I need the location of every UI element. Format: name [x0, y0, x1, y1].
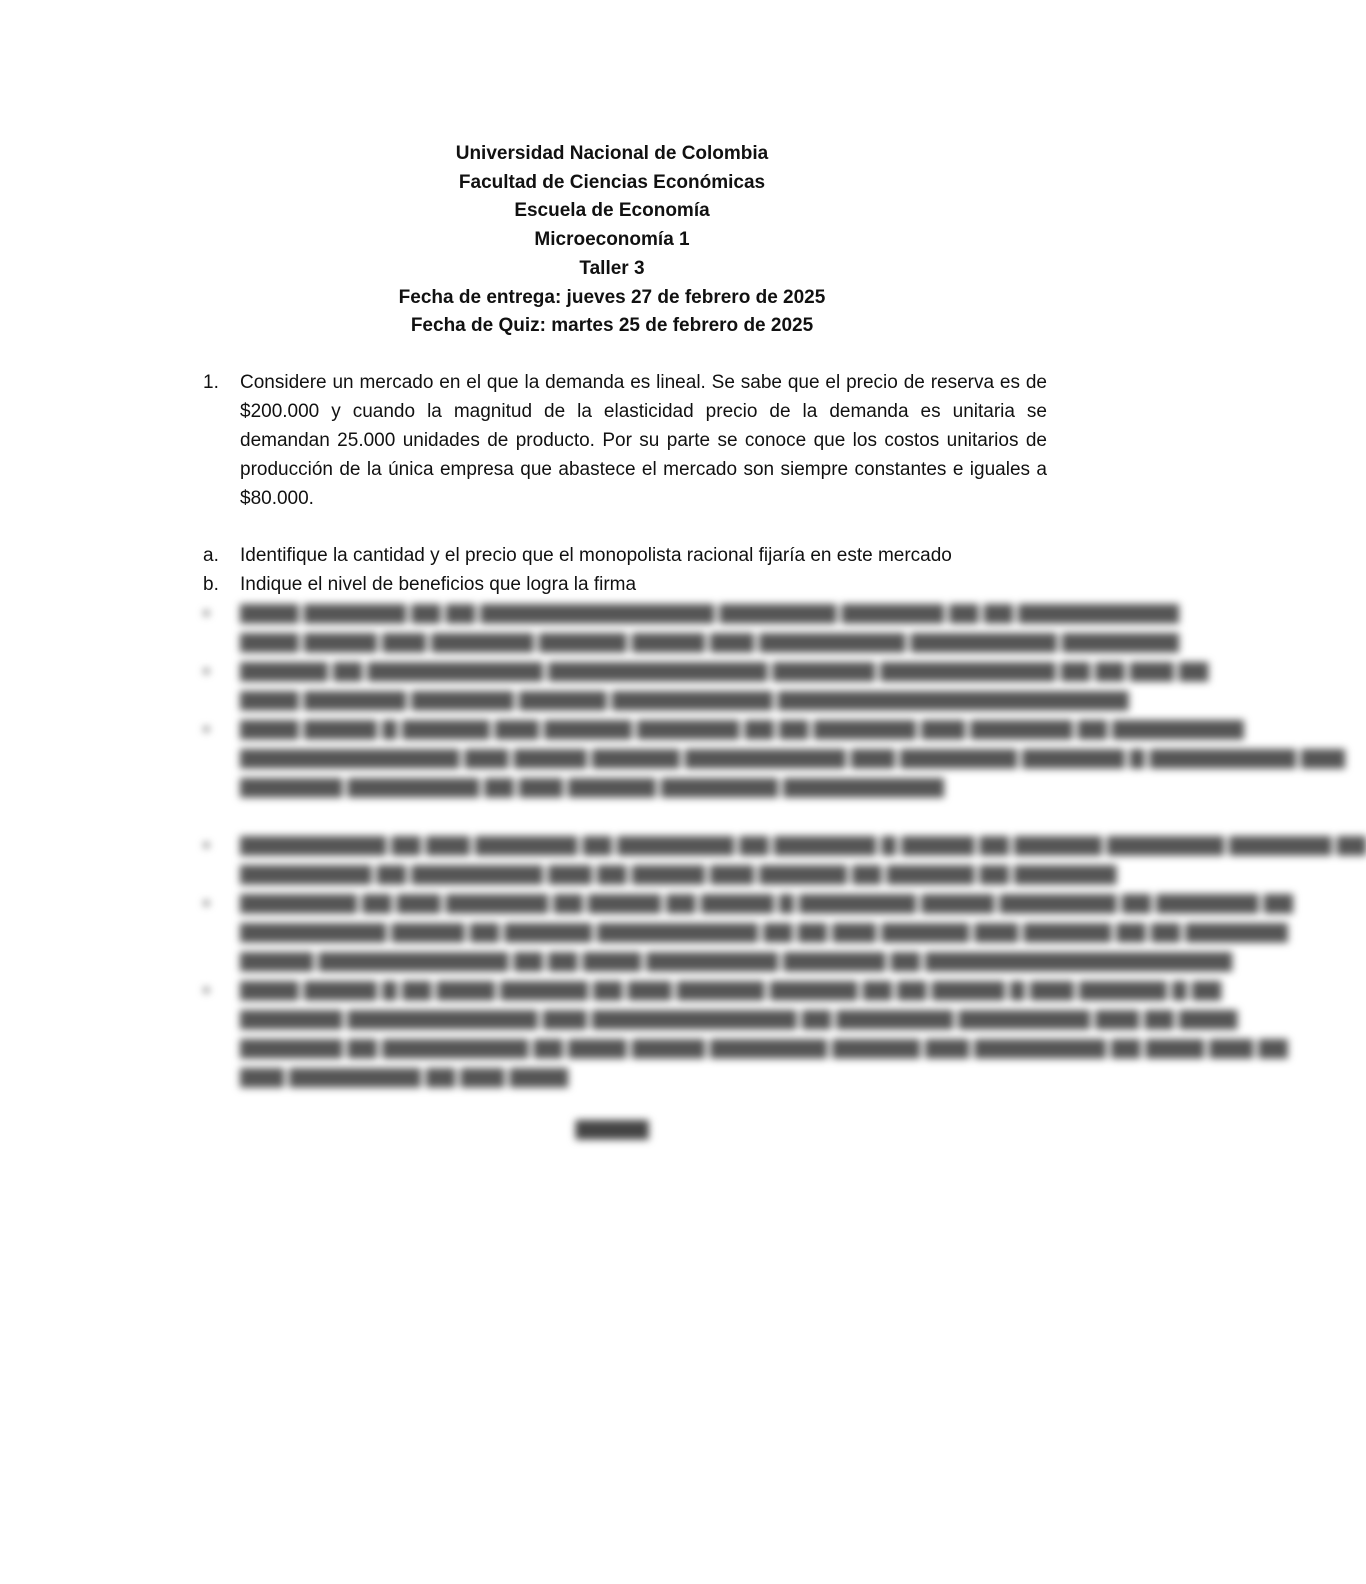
subquestion-a-marker: a. [203, 545, 219, 566]
school-name: Escuela de Economía [514, 200, 710, 222]
subquestion-b-text: Indique el nivel de beneficios que logra la firma [240, 574, 637, 595]
closing-remark: ▇▇▇▇▇ [575, 1119, 649, 1140]
course-name: Microeconomía 1 [534, 229, 690, 251]
subquestion-a-text: Identifique la cantidad y el precio que el monopolista racional fijaría en este mercado [240, 545, 952, 566]
subquestion-b-marker: b. [203, 574, 219, 595]
workshop-title: Taller 3 [579, 257, 645, 279]
blurred-questions: ▪ ▇▇▇▇▇▇▇▇▇▇ ▇▇ ▇▇▇ ▇▇▇▇▇▇▇ ▇▇ ▇▇▇▇▇▇▇▇ ▇▇ ▇▇▇▇▇▇▇ ▇ ▇▇▇▇▇ ▇▇ ▇▇▇▇▇▇ ▇▇▇▇▇▇▇▇ ▇▇▇▇▇▇▇ ▇▇ ▇▇▇▇▇▇▇▇▇ ▇▇ ▇▇▇▇▇▇▇▇▇ ▇▇▇ ▇▇ ▇▇▇▇▇ ▇▇▇ ▇▇▇▇▇▇ ▇▇ ▇▇▇▇▇▇ ▇▇ ▇▇▇▇▇▇▇ ▪ ▇▇▇▇▇▇▇▇ ▇▇ ▇▇▇ ▇▇▇▇▇▇▇ ▇▇ ▇▇▇▇▇ ▇▇ ▇▇▇▇▇ ▇ ▇▇▇▇▇▇▇▇ ▇▇▇▇▇ ▇▇▇▇▇▇▇▇ ▇▇ ▇▇▇▇▇▇▇ ▇▇ ▇▇▇▇▇▇▇▇▇▇ ▇▇▇▇▇ ▇▇ ▇▇▇▇▇▇ ▇▇▇▇▇▇▇▇▇▇▇ ▇▇ ▇▇ ▇▇▇ ▇▇▇▇▇▇ ▇▇▇ ▇▇▇▇▇▇ ▇▇ ▇▇ ▇▇▇▇▇▇▇ ▇▇▇▇▇ ▇▇▇▇▇▇▇▇▇▇▇▇▇ ▇▇ ▇▇ ▇▇▇▇ ▇▇▇▇▇▇▇▇▇ ▇▇▇▇▇▇▇ ▇▇ ▇▇▇▇▇▇▇▇▇▇▇▇▇▇▇▇▇▇▇▇▇ ▪ ▇▇▇▇ ▇▇▇▇▇ ▇ ▇▇ ▇▇▇▇ ▇▇▇▇▇▇ ▇▇ ▇▇▇ ▇▇▇▇▇▇ ▇▇▇▇▇▇ ▇▇ ▇▇ ▇▇▇▇▇ ▇ ▇▇▇ ▇▇▇▇▇▇ ▇ ▇▇ ▇▇▇▇▇▇▇ ▇▇▇▇▇▇▇▇▇▇▇▇▇ ▇▇▇ ▇▇▇▇▇▇▇▇▇▇▇▇▇▇ ▇▇ ▇▇▇▇▇▇▇▇ ▇▇▇▇▇▇▇▇▇ ▇▇▇ ▇▇ ▇▇▇▇ ▇▇▇▇▇▇▇ ▇▇ ▇▇▇▇▇▇▇▇▇▇ ▇▇ ▇▇▇▇ ▇▇▇▇▇ ▇▇▇▇▇▇▇▇ ▇▇▇▇▇▇ ▇▇▇ ▇▇▇▇▇▇▇▇▇ ▇▇ ▇▇▇▇ ▇▇▇ ▇▇ ▇▇▇ ▇▇▇▇▇▇▇▇▇ ▇▇ ▇▇▇ ▇▇▇▇ [203, 835, 1366, 1088]
faculty-name: Facultad de Ciencias Económicas [458, 171, 766, 193]
university-name: Universidad Nacional de Colombia [455, 143, 769, 164]
question-1-text: Considere un mercado en el que la demanda es lineal. Se sabe que el precio de reserva es de $200.000 y cuando la magnitud de la elasticidad precio de la demanda es unitaria se demandan 25.000 unidades de producto. Por su parte se conoce que los costos unitarios de producción de la única empresa que abastece el mercado son siempre constantes e iguales a $80.000. [240, 372, 1047, 509]
document-header [0, 140, 1224, 341]
question-1-marker: 1. [203, 372, 219, 393]
quiz-date: Fecha de Quiz: martes 25 de febrero de 2025 [410, 315, 814, 337]
blurred-subquestions: ▪ ▇▇▇▇ ▇▇▇▇▇▇▇ ▇▇ ▇▇ ▇▇▇▇▇▇▇▇▇▇▇▇▇▇▇▇ ▇▇▇▇▇▇▇▇ ▇▇▇▇▇▇▇ ▇▇ ▇▇ ▇▇▇▇▇▇▇▇▇▇▇ ▇▇▇▇ ▇▇▇▇▇ ▇▇▇ ▇▇▇▇▇▇▇ ▇▇▇▇▇▇ ▇▇▇▇▇ ▇▇▇ ▇▇▇▇▇▇▇▇▇▇ ▇▇▇▇▇▇▇▇▇▇ ▇▇▇▇▇▇▇▇ ▪ ▇▇▇▇▇▇ ▇▇ ▇▇▇▇▇▇▇▇▇▇▇▇ ▇▇▇▇▇▇▇▇▇▇▇▇▇▇▇ ▇▇▇▇▇▇▇ ▇▇▇▇▇▇▇▇▇▇▇▇ ▇▇ ▇▇ ▇▇▇ ▇▇ ▇▇▇▇ ▇▇▇▇▇▇▇ ▇▇▇▇▇▇▇ ▇▇▇▇▇▇ ▇▇▇▇▇▇▇▇▇▇▇ ▇▇▇▇▇▇▇▇▇▇▇▇▇▇▇▇▇▇▇▇▇▇▇▇ ▪ ▇▇▇▇ ▇▇▇▇▇ ▇ ▇▇▇▇▇▇ ▇▇▇ ▇▇▇▇▇▇ ▇▇▇▇▇▇▇ ▇▇ ▇▇ ▇▇▇▇▇▇▇ ▇▇▇ ▇▇▇▇▇▇▇ ▇▇ ▇▇▇▇▇▇▇▇▇ ▇▇▇▇▇▇▇▇▇▇▇▇▇▇▇ ▇▇▇ ▇▇▇▇▇ ▇▇▇▇▇▇ ▇▇▇▇▇▇▇▇▇▇▇ ▇▇▇ ▇▇▇▇▇▇▇▇ ▇▇▇▇▇▇▇ ▇ ▇▇▇▇▇▇▇▇▇▇ ▇▇▇ ▇▇▇▇▇▇▇ ▇▇▇▇▇▇▇▇▇ ▇▇ ▇▇▇ ▇▇▇▇▇▇ ▇▇▇▇▇▇▇▇ ▇▇▇▇▇▇▇▇▇▇▇ [203, 603, 1345, 798]
due-date: Fecha de entrega: jueves 27 de febrero de 2025 [398, 286, 826, 308]
